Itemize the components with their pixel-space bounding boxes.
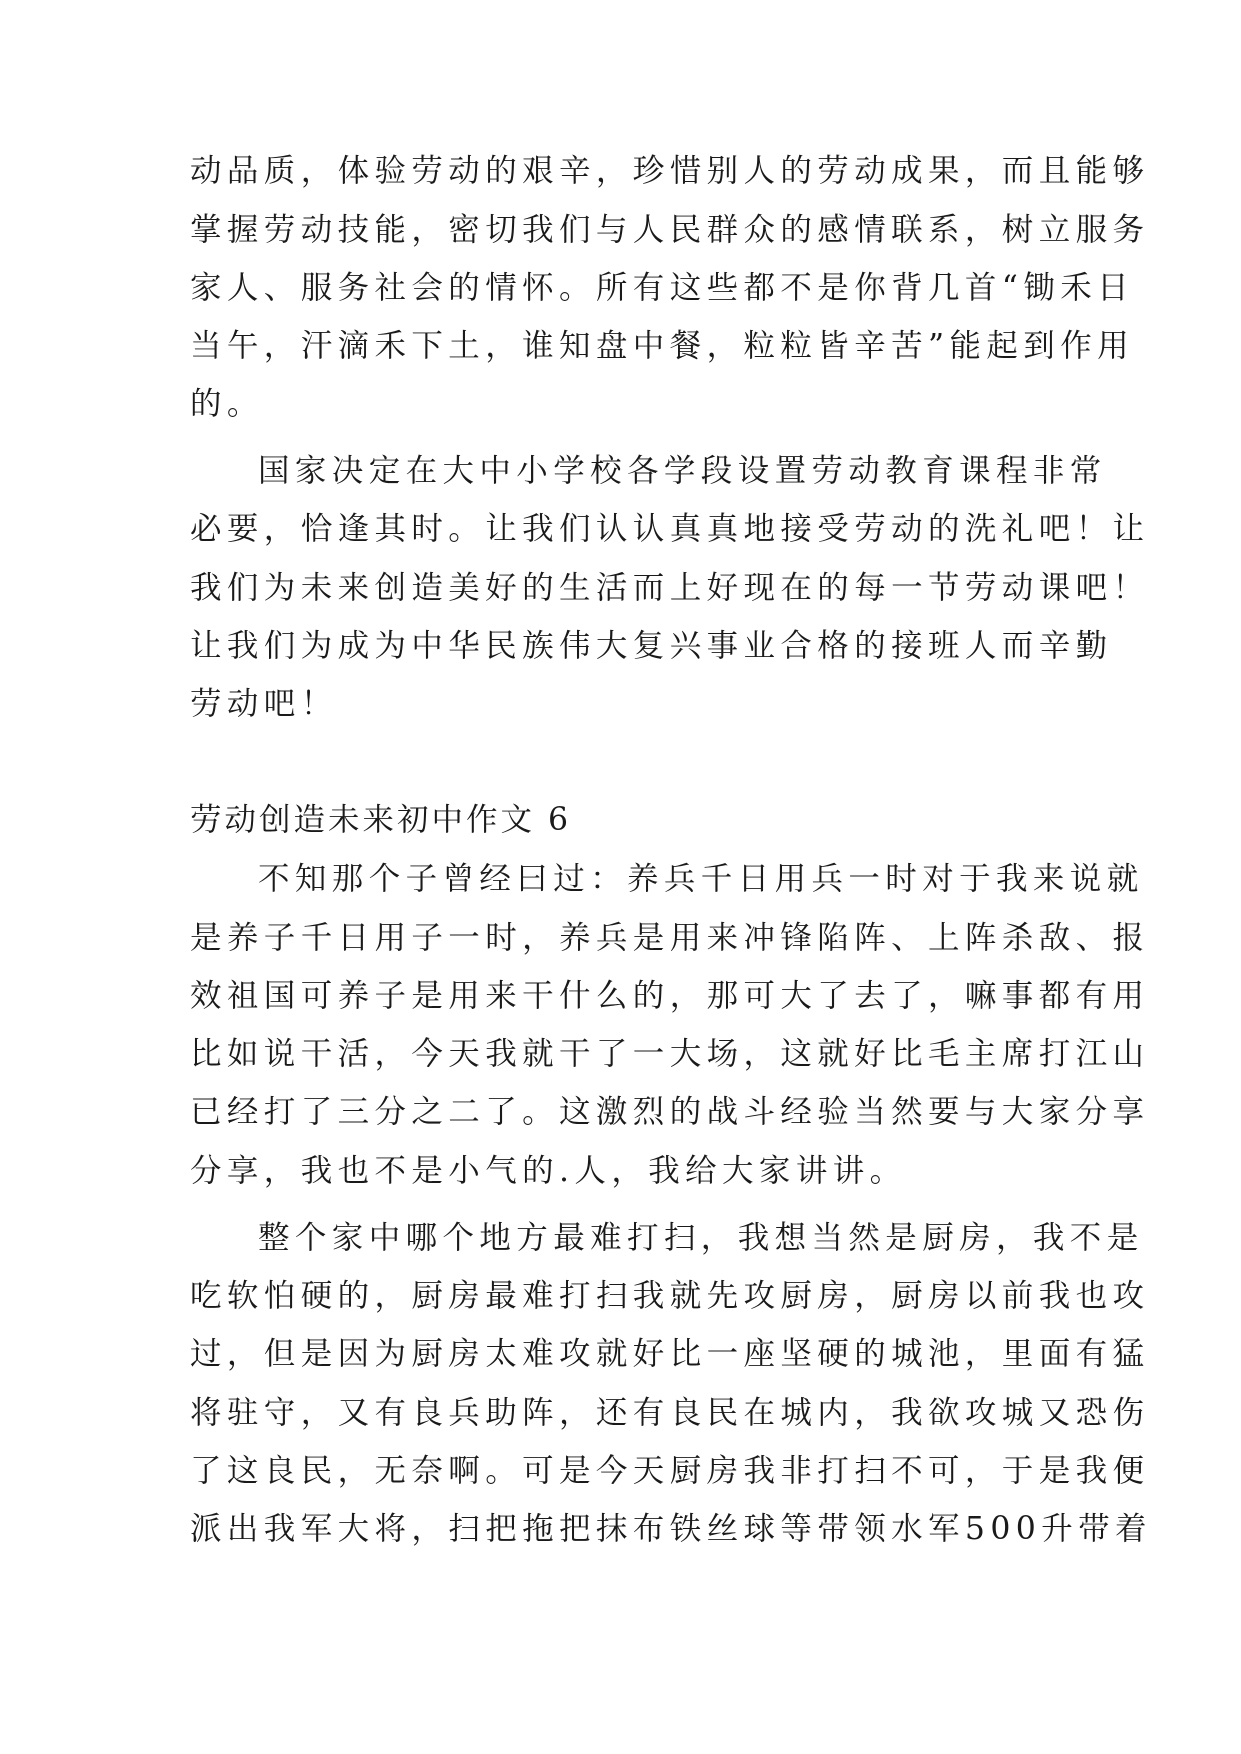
essay-line: 是养子千日用子一时，养兵是用来冲锋陷阵、上阵杀敌、报 xyxy=(190,920,1150,956)
essay-line: 过，但是因为厨房太难攻就好比一座坚硬的城池，里面有猛 xyxy=(190,1336,1150,1372)
paragraph-line: 必要，恰逢其时。让我们认认真真地接受劳动的洗礼吧！让 xyxy=(190,511,1150,547)
essay-line: 已经打了三分之二了。这激烈的战斗经验当然要与大家分享 xyxy=(190,1094,1150,1130)
essay-line: 分享，我也不是小气的.人，我给大家讲讲。 xyxy=(190,1153,907,1189)
paragraph-line: 国家决定在大中小学校各学段设置劳动教育课程非常 xyxy=(258,453,1107,489)
paragraph-line: 当午，汗滴禾下土，谁知盘中餐，粒粒皆辛苦”能起到作用 xyxy=(190,328,1135,364)
section-title: 劳动创造未来初中作文 6 xyxy=(190,802,572,838)
paragraph-line: 掌握劳动技能，密切我们与人民群众的感情联系，树立服务 xyxy=(190,212,1150,248)
essay-line: 吃软怕硬的，厨房最难打扫我就先攻厨房，厨房以前我也攻 xyxy=(190,1278,1150,1314)
paragraph-line: 家人、服务社会的情怀。所有这些都不是你背几首“锄禾日 xyxy=(190,270,1135,306)
paragraph-line: 劳动吧！ xyxy=(190,686,338,722)
essay-line: 比如说干活，今天我就干了一大场，这就好比毛主席打江山 xyxy=(190,1036,1150,1072)
paragraph-line: 的。 xyxy=(190,386,264,422)
essay-line: 整个家中哪个地方最难打扫，我想当然是厨房，我不是 xyxy=(258,1220,1144,1256)
paragraph-line: 让我们为成为中华民族伟大复兴事业合格的接班人而辛勤 xyxy=(190,628,1113,664)
essay-line: 派出我军大将，扫把拖把抹布铁丝球等带领水军500升带着 xyxy=(190,1511,1152,1547)
essay-line: 效祖国可养子是用来干什么的，那可大了去了，嘛事都有用 xyxy=(190,978,1150,1014)
essay-line: 将驻守，又有良兵助阵，还有良民在城内，我欲攻城又恐伤 xyxy=(190,1395,1150,1431)
essay-line: 不知那个子曾经曰过：养兵千日用兵一时对于我来说就 xyxy=(258,861,1144,897)
paragraph-line: 我们为未来创造美好的生活而上好现在的每一节劳动课吧！ xyxy=(190,570,1150,606)
essay-line: 了这良民，无奈啊。可是今天厨房我非打扫不可，于是我便 xyxy=(190,1453,1150,1489)
paragraph-line: 动品质，体验劳动的艰辛，珍惜别人的劳动成果，而且能够 xyxy=(190,153,1150,189)
